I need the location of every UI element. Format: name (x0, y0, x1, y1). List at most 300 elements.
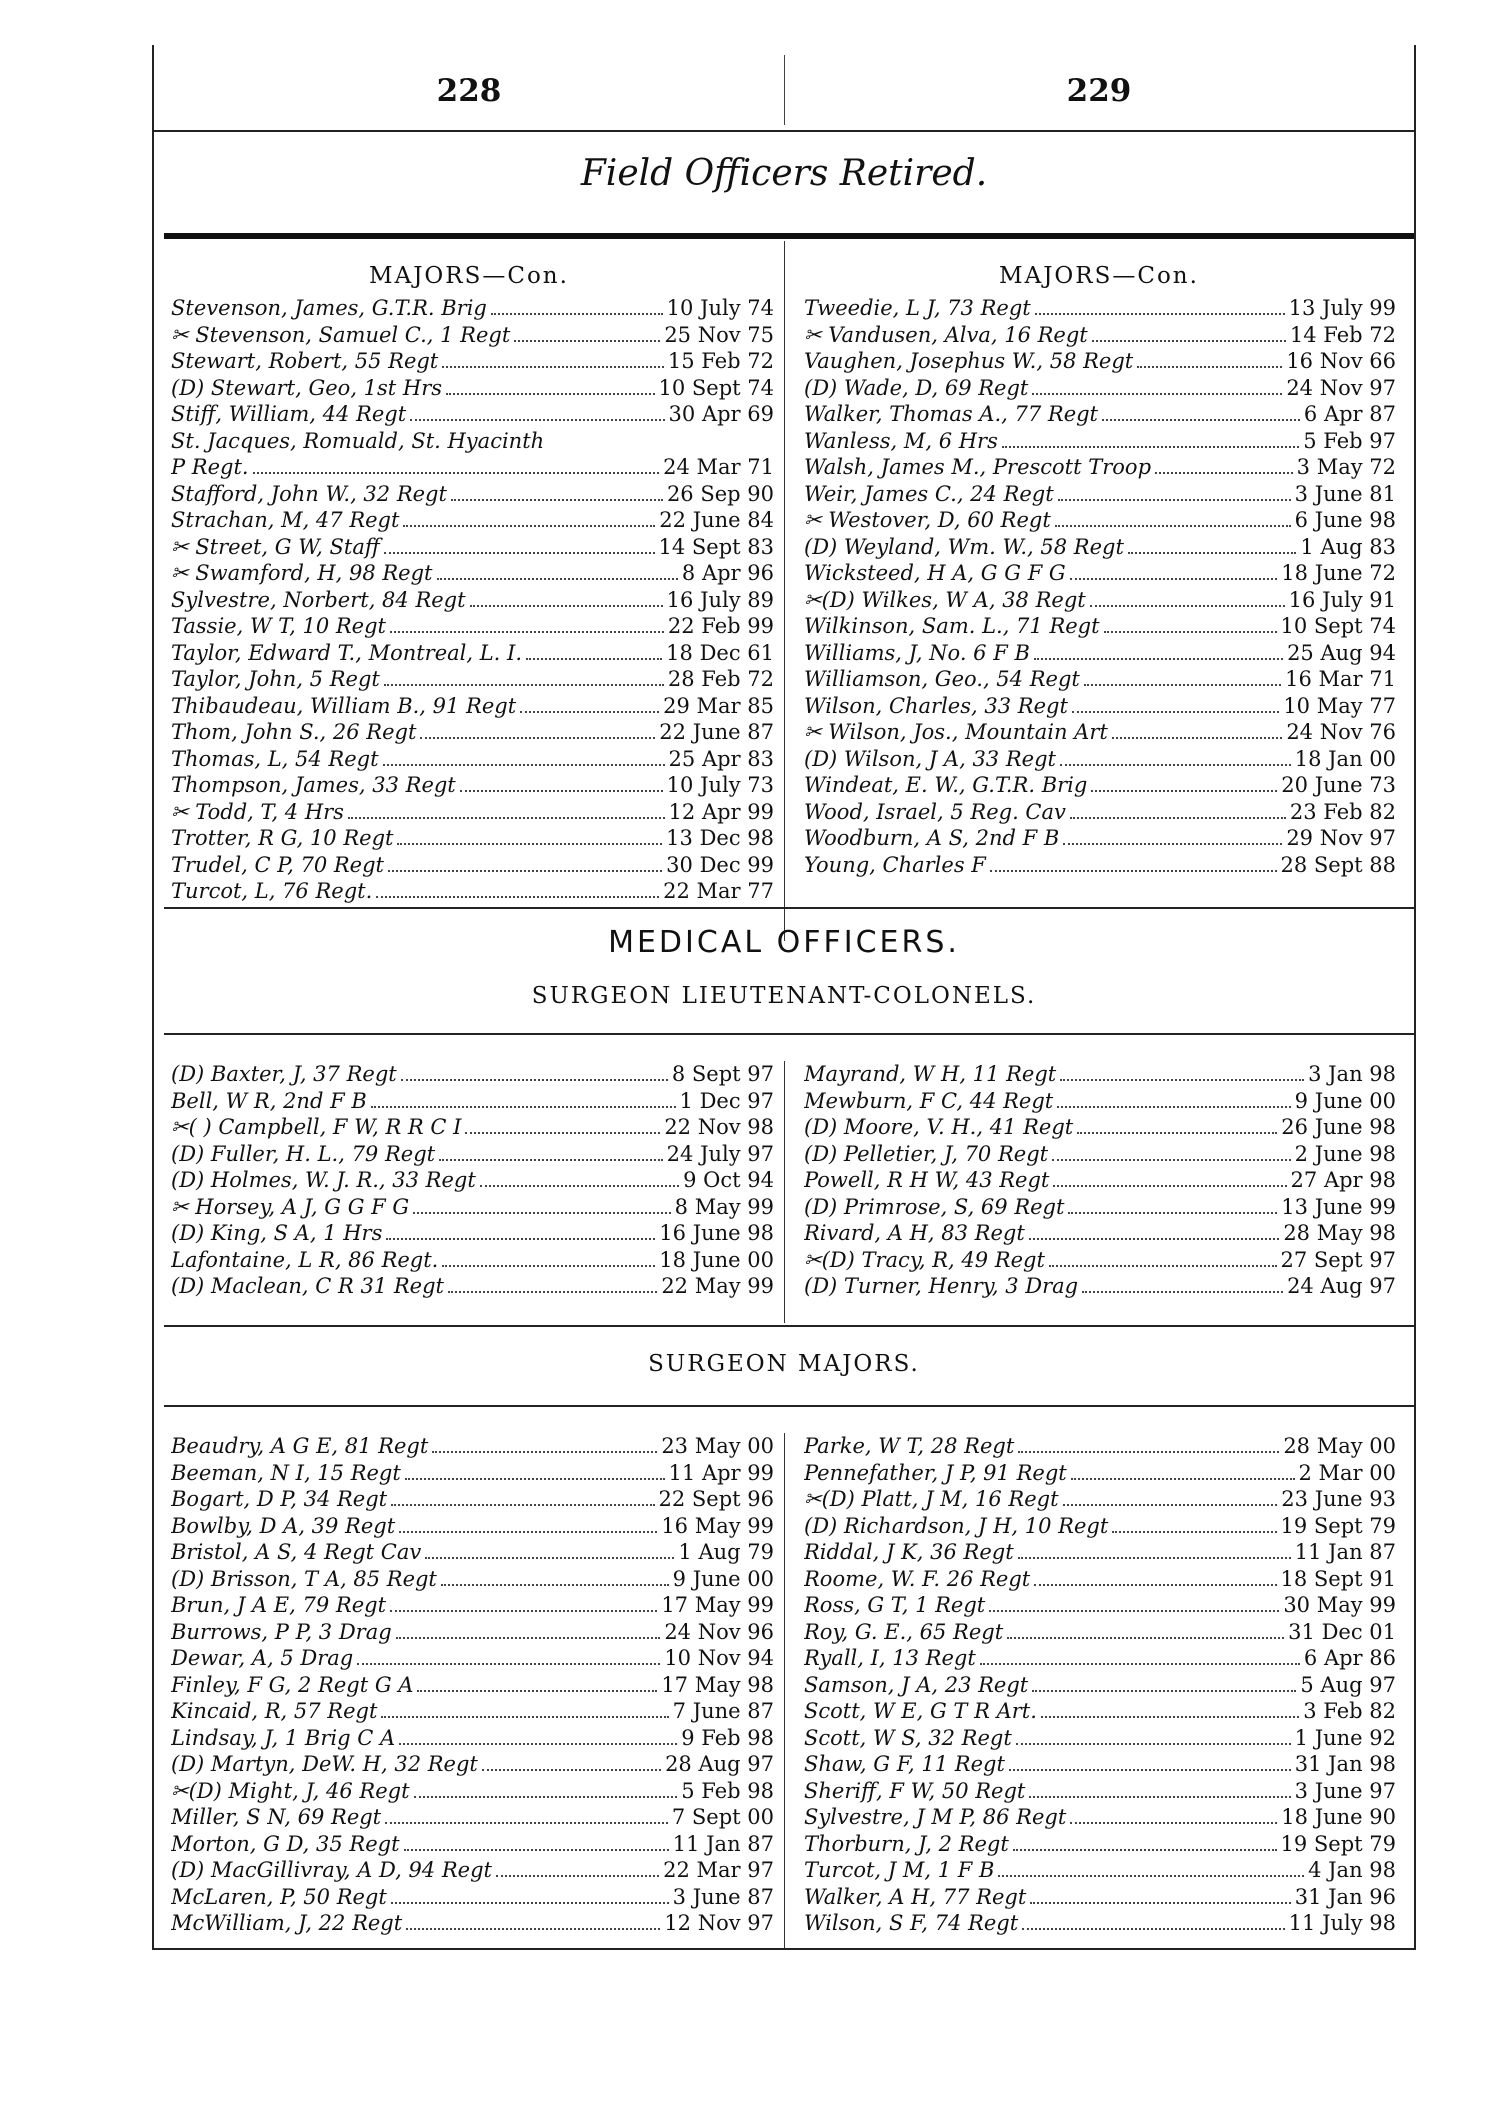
entry-date: 7 Sept 00 (671, 1805, 774, 1829)
list-entry (804, 719, 1396, 746)
leader-dots (391, 1504, 654, 1506)
entry-date: 10 July 73 (666, 773, 774, 797)
entry-date: 22 June 87 (659, 720, 774, 744)
leader-dots (514, 340, 660, 342)
leader-dots (998, 1875, 1304, 1877)
leader-dots (1102, 419, 1300, 421)
leader-dots (371, 1106, 676, 1108)
list-entry (804, 1194, 1396, 1221)
entry-date: 3 May 72 (1296, 455, 1396, 479)
title-rule (164, 233, 1414, 239)
leader-dots (439, 1159, 663, 1161)
leader-dots (399, 1743, 677, 1745)
entry-date: 2 June 98 (1294, 1141, 1396, 1166)
sm-left-column (154, 1433, 784, 1937)
entry-name: (D) Martyn, DeW. H, 32 Regt (171, 1752, 478, 1776)
entry-name: Trudel, C P, 70 Regt (171, 852, 384, 877)
list-entry (804, 825, 1396, 852)
entry-name: McWilliam, J, 22 Regt (171, 1911, 403, 1935)
leader-dots (396, 1637, 661, 1639)
entry-name: (D) Baxter, J, 37 Regt (171, 1062, 397, 1086)
entry-name: Mewburn, F C, 44 Regt (804, 1088, 1054, 1113)
majors-left-list (154, 295, 784, 905)
entry-date: 4 Jan 98 (1308, 1858, 1396, 1882)
leader-dots (1104, 631, 1277, 633)
entry-name: Sylvestre, J M P, 86 Regt (804, 1805, 1067, 1829)
entry-name: Williamson, Geo., 54 Regt (804, 667, 1080, 691)
list-entry (171, 852, 774, 879)
entry-date: 13 Dec 98 (666, 826, 774, 850)
list-entry (171, 295, 774, 322)
entry-date: 28 Aug 97 (665, 1752, 774, 1776)
leader-dots (460, 790, 663, 792)
entry-name: Wilkinson, Sam. L., 71 Regt (804, 614, 1100, 638)
entry-name: Williams, J, No. 6 F B (804, 640, 1030, 665)
entry-date: 13 July 99 (1288, 296, 1396, 320)
leader-dots (1155, 472, 1293, 474)
entry-date: 10 July 74 (666, 296, 774, 320)
entry-name: Scott, W S, 32 Regt (804, 1725, 1012, 1750)
entry-name: (D) Pelletier, J, 70 Regt (804, 1141, 1049, 1166)
list-entry (171, 1486, 774, 1513)
list-entry (804, 1088, 1396, 1115)
entry-name: Samson, J A, 23 Regt (804, 1672, 1029, 1697)
sm-top-rule (164, 1405, 1414, 1407)
leader-dots (1053, 1185, 1286, 1187)
entry-name: ✂ Vandusen, Alva, 16 Regt (804, 322, 1088, 347)
surgeon-lt-colonels-heading: SURGEON LIEUTENANT-COLONELS. (531, 983, 1037, 1009)
leader-dots (1070, 1822, 1277, 1824)
leader-dots (1070, 817, 1286, 819)
list-entry (171, 1857, 774, 1884)
entry-date: 11 Jan 87 (672, 1831, 774, 1856)
leader-dots (1022, 1928, 1284, 1930)
entry-date: 14 Feb 72 (1289, 322, 1396, 347)
slc-right-column (784, 1061, 1414, 1300)
leader-dots (1077, 1132, 1277, 1134)
list-entry (171, 666, 774, 693)
leader-dots (1009, 1769, 1291, 1771)
list-entry (804, 1884, 1396, 1911)
leader-dots (1034, 658, 1283, 660)
leader-dots (1082, 1291, 1283, 1293)
entry-name: Trotter, R G, 10 Regt (171, 826, 394, 850)
entry-date: 18 Dec 61 (666, 640, 774, 665)
entry-name: ✂ Westover, D, 60 Regt (804, 508, 1051, 532)
entry-name: Dewar, A, 5 Drag (171, 1646, 354, 1670)
list-entry (171, 772, 774, 799)
majors-right-heading: MAJORS—Con. (999, 263, 1199, 289)
leader-dots (385, 1822, 668, 1824)
list-entry (171, 322, 774, 349)
leader-dots (1016, 1743, 1291, 1745)
entry-date: 16 July 91 (1288, 587, 1396, 612)
entry-name: Windeat, E. W., G.T.R. Brig (804, 773, 1088, 797)
leader-dots (253, 472, 660, 474)
entry-date: 24 Nov 97 (1286, 375, 1396, 400)
slc-left-column (154, 1061, 784, 1300)
list-entry (171, 1114, 774, 1141)
leader-dots (470, 605, 663, 607)
leader-dots (383, 764, 665, 766)
leader-dots (1092, 340, 1286, 342)
entry-date: 22 Mar 77 (663, 879, 774, 903)
majors-left-column (154, 241, 784, 905)
entry-date: 3 June 87 (672, 1884, 774, 1909)
leader-dots (403, 525, 655, 527)
entry-name: Walsh, James M., Prescott Troop (804, 455, 1152, 479)
list-entry (171, 1220, 774, 1247)
list-entry (804, 1433, 1396, 1460)
entry-name: Burrows, P P, 3 Drag (171, 1619, 392, 1644)
entry-date: 28 Feb 72 (667, 667, 774, 691)
entry-name: ✂(D) Tracy, R, 49 Regt (804, 1247, 1045, 1272)
entry-name: Stiff, William, 44 Regt (171, 402, 407, 426)
entry-name: Weir, James C., 24 Regt (804, 481, 1054, 506)
leader-dots (1060, 764, 1291, 766)
entry-name: (D) Moore, V. H., 41 Regt (804, 1115, 1074, 1139)
list-entry (804, 1486, 1396, 1513)
leader-dots (386, 1238, 655, 1240)
entry-date: 16 Nov 66 (1286, 349, 1396, 373)
entry-name: (D) Holmes, W. J. R., 33 Regt (171, 1168, 476, 1192)
entry-name: Ross, G T, 1 Regt (804, 1593, 986, 1617)
entry-name: ✂ Street, G W, Staff (171, 534, 380, 559)
list-entry (171, 1592, 774, 1619)
entry-date: 22 May 99 (661, 1274, 774, 1298)
leader-dots (381, 1716, 668, 1718)
entry-date: 20 June 73 (1281, 773, 1396, 797)
entry-name: St. Jacques, Romuald, St. Hyacinth (171, 428, 545, 453)
leader-dots (404, 1849, 669, 1851)
leader-dots (414, 1796, 678, 1798)
list-entry (171, 1061, 774, 1088)
list-entry (171, 348, 774, 375)
leader-dots (399, 1531, 657, 1533)
leader-dots (1035, 313, 1285, 315)
leader-dots (390, 1610, 657, 1612)
slc-bottom-rule (164, 1325, 1414, 1327)
entry-date: 11 Jan 87 (1294, 1540, 1396, 1564)
entry-name: (D) Richardson, J H, 10 Regt (804, 1513, 1109, 1538)
list-entry (804, 481, 1396, 508)
list-entry (804, 348, 1396, 375)
list-entry (804, 1539, 1396, 1566)
majors-right-list (784, 295, 1414, 878)
list-entry (804, 428, 1396, 455)
entry-date: 10 Nov 94 (664, 1646, 774, 1670)
entry-date: 24 July 97 (666, 1141, 774, 1166)
entry-date: 8 Apr 96 (681, 561, 774, 585)
leader-dots (348, 817, 665, 819)
list-entry (804, 746, 1396, 773)
list-entry (171, 1141, 774, 1168)
leader-dots (442, 1265, 655, 1267)
entry-name: P Regt. (171, 455, 249, 479)
entry-name: Turcot, J M, 1 F B (804, 1858, 995, 1882)
entry-name: Turcot, L, 76 Regt. (171, 879, 373, 903)
sm-left-list (154, 1433, 784, 1937)
majors-bottom-rule (164, 907, 1414, 909)
leader-dots (1063, 843, 1282, 845)
entry-date: 23 May 00 (661, 1434, 774, 1458)
list-entry (171, 560, 774, 587)
leader-dots (491, 313, 663, 315)
leader-dots (405, 1478, 665, 1480)
leader-dots (1068, 1212, 1277, 1214)
entry-name: Miller, S N, 69 Regt (171, 1805, 382, 1829)
list-entry (804, 1592, 1396, 1619)
entry-date: 14 Sept 83 (658, 534, 774, 559)
leader-dots (384, 684, 664, 686)
list-entry (171, 693, 774, 720)
entry-date: 22 Nov 98 (664, 1115, 774, 1139)
entry-name: Walker, Thomas A., 77 Regt (804, 402, 1098, 426)
list-entry (171, 1804, 774, 1831)
list-entry (171, 507, 774, 534)
sm-right-column (784, 1433, 1414, 1937)
list-entry (171, 1167, 774, 1194)
entry-name: Wilson, Charles, 33 Regt (804, 693, 1068, 718)
surgeon-majors-heading: SURGEON MAJORS. (648, 1351, 920, 1377)
list-entry (804, 1460, 1396, 1487)
entry-date: 6 Apr 86 (1303, 1646, 1396, 1670)
entry-name: Beaudry, A G E, 81 Regt (171, 1434, 429, 1458)
leader-dots (446, 393, 654, 395)
entry-date: 9 June 00 (672, 1566, 774, 1591)
entry-date: 11 Apr 99 (668, 1460, 774, 1485)
entry-name: Sheriff, F W, 50 Regt (804, 1778, 1026, 1803)
list-entry (804, 1141, 1396, 1168)
entry-date: 29 Nov 97 (1286, 826, 1396, 850)
entry-date: 27 Sept 97 (1280, 1247, 1396, 1272)
leader-dots (990, 870, 1277, 872)
list-entry (804, 1698, 1396, 1725)
list-entry (171, 1539, 774, 1566)
entry-name: Taylor, Edward T., Montreal, L. I. (171, 640, 523, 665)
entry-name: Stewart, Robert, 55 Regt (171, 349, 439, 373)
entry-name: Finley, F G, 2 Regt G A (171, 1672, 414, 1697)
leader-dots (496, 1875, 659, 1877)
entry-name: Rivard, A H, 83 Regt (804, 1221, 1025, 1245)
entry-date: 5 Feb 98 (681, 1778, 774, 1803)
entry-name: Scott, W E, G T R Art. (804, 1699, 1037, 1723)
book-page (152, 45, 1416, 1950)
entry-date: 28 Sept 88 (1280, 852, 1396, 877)
entry-date: 12 Apr 99 (668, 799, 774, 824)
list-entry (171, 1460, 774, 1487)
entry-name: Roy, G. E., 65 Regt (804, 1619, 1004, 1644)
entry-date: 30 May 99 (1283, 1593, 1396, 1617)
page-title: Field Officers Retired. (580, 153, 988, 194)
page-number-right: 229 (1066, 73, 1132, 109)
entry-name: ✂ Todd, T, 4 Hrs (171, 799, 344, 824)
list-entry (171, 587, 774, 614)
entry-name: Ryall, I, 13 Regt (804, 1646, 976, 1670)
sm-right-list (784, 1433, 1414, 1937)
list-entry (171, 878, 774, 905)
leader-dots (1018, 1451, 1279, 1453)
list-entry (804, 1247, 1396, 1274)
entry-name: Vaughen, Josephus W., 58 Regt (804, 349, 1134, 373)
entry-name: (D) Weyland, Wm. W., 58 Regt (804, 534, 1124, 559)
list-entry (171, 1778, 774, 1805)
list-entry (804, 1645, 1396, 1672)
entry-name: Bell, W R, 2nd F B (171, 1088, 367, 1113)
entry-name: Shaw, G F, 11 Regt (804, 1752, 1005, 1776)
leader-dots (1032, 1690, 1296, 1692)
entry-name: Strachan, M, 47 Regt (171, 508, 400, 532)
entry-name: Wicksteed, H A, G G F G (804, 561, 1066, 585)
entry-name: Morton, G D, 35 Regt (171, 1831, 400, 1856)
entry-date: 18 Sept 91 (1280, 1566, 1396, 1591)
entry-date: 28 May 00 (1283, 1434, 1396, 1458)
list-entry (804, 560, 1396, 587)
list-entry (804, 534, 1396, 561)
list-entry (804, 375, 1396, 402)
list-entry (804, 1167, 1396, 1194)
entry-date: 23 Feb 82 (1289, 799, 1396, 824)
list-entry (171, 1831, 774, 1858)
entry-name: Powell, R H W, 43 Regt (804, 1168, 1050, 1192)
entry-name: Bogart, D P, 34 Regt (171, 1487, 388, 1511)
list-entry (171, 1884, 774, 1911)
leader-dots (1070, 578, 1278, 580)
leader-dots (1090, 605, 1285, 607)
entry-date: 16 June 98 (659, 1221, 774, 1245)
leader-dots (442, 366, 664, 368)
entry-date: 29 Mar 85 (663, 693, 774, 718)
leader-dots (1029, 1238, 1280, 1240)
list-entry (171, 1247, 774, 1274)
entry-name: ✂(D) Platt, J M, 16 Regt (804, 1487, 1059, 1511)
leader-dots (1032, 393, 1282, 395)
entry-date: 18 June 90 (1281, 1805, 1396, 1829)
entry-name: Bowlby, D A, 39 Regt (171, 1513, 396, 1538)
entry-name: (D) MacGillivray, A D, 94 Regt (171, 1858, 492, 1882)
leader-dots (1055, 525, 1291, 527)
entry-date: 30 Dec 99 (666, 852, 774, 877)
entry-date: 5 Aug 97 (1300, 1672, 1396, 1697)
leader-dots (465, 1132, 660, 1134)
page-number-left: 228 (436, 73, 502, 109)
leader-dots (1071, 1478, 1295, 1480)
leader-dots (417, 1690, 657, 1692)
entry-name: Thompson, James, 33 Regt (171, 773, 456, 797)
leader-dots (357, 1663, 660, 1665)
list-entry (804, 1725, 1396, 1752)
entry-name: Wilson, S F, 74 Regt (804, 1911, 1019, 1935)
slc-right-list (784, 1061, 1414, 1300)
list-entry (171, 1273, 774, 1300)
list-entry (804, 1061, 1396, 1088)
entry-date: 25 Apr 83 (668, 746, 774, 771)
list-entry (171, 719, 774, 746)
leader-dots (388, 870, 662, 872)
leader-dots (390, 631, 664, 633)
entry-date: 17 May 98 (661, 1672, 774, 1697)
list-entry (171, 1645, 774, 1672)
entry-name: Thomas, L, 54 Regt (171, 746, 379, 771)
page-bottom-rule (154, 1948, 1414, 1950)
leader-dots (1034, 1584, 1276, 1586)
entry-date: 1 Aug 79 (678, 1540, 774, 1564)
leader-dots (989, 1610, 1279, 1612)
majors-section (154, 241, 1414, 941)
entry-date: 9 Feb 98 (681, 1725, 774, 1750)
list-entry (171, 401, 774, 428)
leader-dots (1041, 1716, 1299, 1718)
entry-name: Lindsay, J, 1 Brig C A (171, 1725, 396, 1750)
entry-date: 2 Mar 00 (1298, 1460, 1396, 1485)
entry-name: Lafontaine, L R, 86 Regt. (171, 1247, 439, 1272)
leader-dots (448, 1291, 657, 1293)
majors-right-column (784, 241, 1414, 878)
leader-dots (451, 499, 663, 501)
entry-date: 22 June 84 (659, 508, 774, 532)
list-entry (804, 1804, 1396, 1831)
entry-date: 9 Oct 94 (683, 1168, 774, 1192)
list-entry (804, 1778, 1396, 1805)
entry-name: Tweedie, L J, 73 Regt (804, 296, 1031, 320)
entry-date: 1 Dec 97 (679, 1088, 774, 1113)
entry-date: 24 Nov 76 (1286, 720, 1396, 744)
list-entry (804, 1114, 1396, 1141)
entry-name: (D) King, S A, 1 Hrs (171, 1221, 383, 1245)
list-entry (804, 295, 1396, 322)
leader-dots (1058, 499, 1291, 501)
entry-date: 18 June 00 (659, 1247, 774, 1272)
entry-date: 22 Feb 99 (667, 614, 774, 638)
entry-date: 25 Nov 75 (664, 322, 774, 347)
list-entry (804, 799, 1396, 826)
entry-date: 18 Jan 00 (1294, 746, 1396, 771)
list-entry (171, 640, 774, 667)
entry-date: 24 Mar 71 (663, 455, 774, 479)
entry-name: Young, Charles F (804, 852, 986, 877)
list-entry (804, 1273, 1396, 1300)
list-entry (804, 1672, 1396, 1699)
leader-dots (1060, 1079, 1304, 1081)
leader-dots (1018, 1557, 1291, 1559)
entry-name: Roome, W. F. 26 Regt (804, 1566, 1031, 1591)
leader-dots (1030, 1902, 1290, 1904)
page-number-header (154, 45, 1414, 132)
leader-dots (1128, 552, 1297, 554)
entry-date: 19 Sept 79 (1280, 1513, 1396, 1538)
list-entry (804, 1619, 1396, 1646)
entry-name: Wood, Israel, 5 Reg. Cav (804, 799, 1066, 824)
list-entry (804, 507, 1396, 534)
entry-date: 28 May 98 (1283, 1221, 1396, 1245)
slc-left-list (154, 1061, 784, 1300)
entry-name: (D) Turner, Henry, 3 Drag (804, 1274, 1079, 1298)
list-entry (171, 1910, 774, 1937)
list-entry (804, 1220, 1396, 1247)
leader-dots (1029, 1796, 1290, 1798)
list-entry (171, 534, 774, 561)
list-entry (804, 1910, 1396, 1937)
leader-dots (410, 419, 664, 421)
list-entry (171, 1725, 774, 1752)
entry-date: 11 July 98 (1288, 1911, 1396, 1935)
leader-dots (980, 1663, 1300, 1665)
entry-name: ✂ Stevenson, Samuel C., 1 Regt (171, 322, 511, 347)
entry-date: 7 June 87 (672, 1699, 774, 1723)
leader-dots (384, 552, 655, 554)
entry-date: 10 Sept 74 (1280, 614, 1396, 638)
entry-date: 30 Apr 69 (668, 402, 774, 426)
